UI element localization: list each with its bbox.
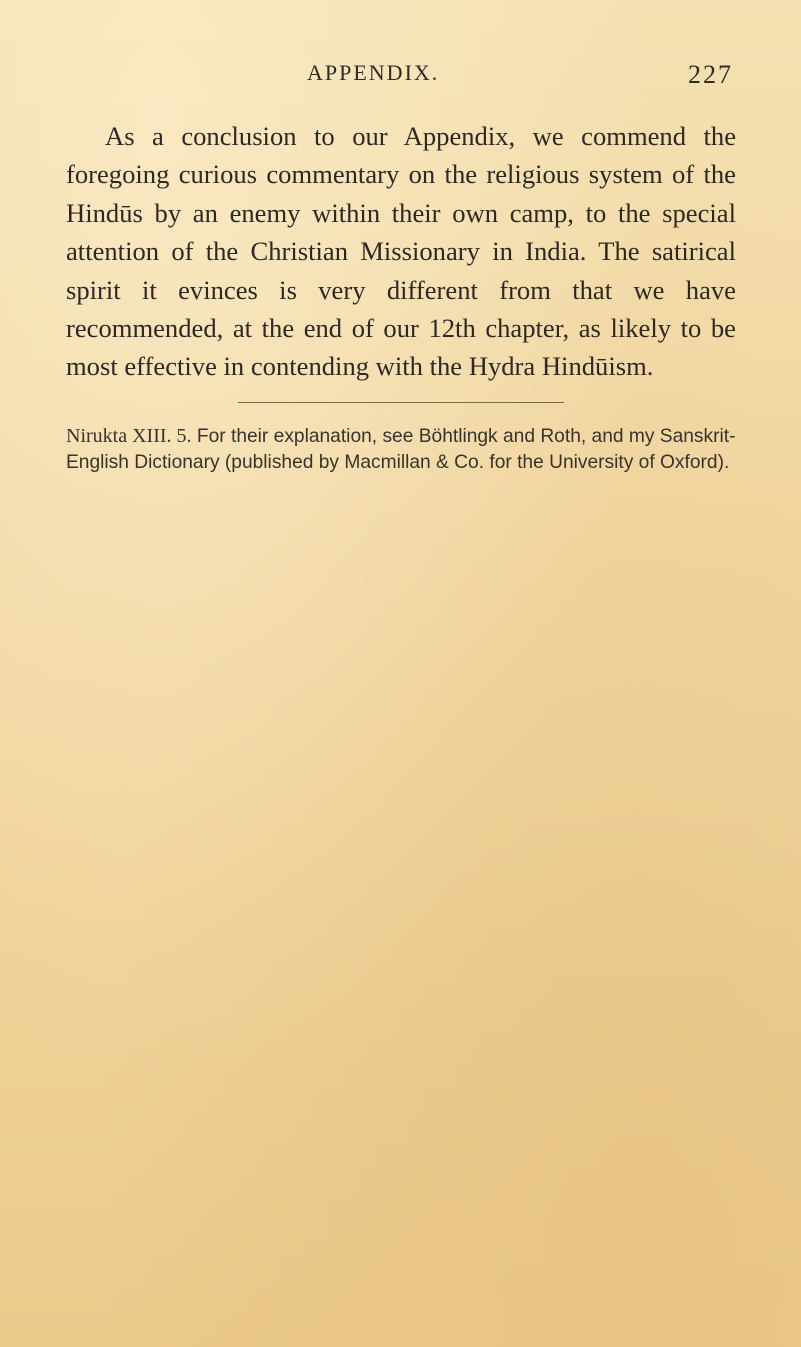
page-number: 227 [688, 60, 733, 89]
footnote-divider [238, 402, 564, 403]
footnote-text: For their explanation, see Böhtlingk and Roth, and my Sanskrit-English Dictionary (published by Macmillan & Co. for the University of Oxford). [66, 426, 736, 473]
running-head [0, 60, 801, 96]
running-title: APPENDIX. [307, 60, 440, 85]
body-paragraph: As a conclusion to our Appendix, we commend the foregoing curious commentary on the religious system of the Hindūs by an enemy within their own camp, to the special attention of the Christian Missionary in India. The satirical spirit it evinces is very different from that we have recommended, at the end of our 12th chapter, as likely to be most effective in contending with the Hydra Hindūism. [66, 121, 736, 382]
footnote [66, 423, 736, 476]
footnote-reference: Nirukta XIII. 5. [66, 425, 192, 447]
